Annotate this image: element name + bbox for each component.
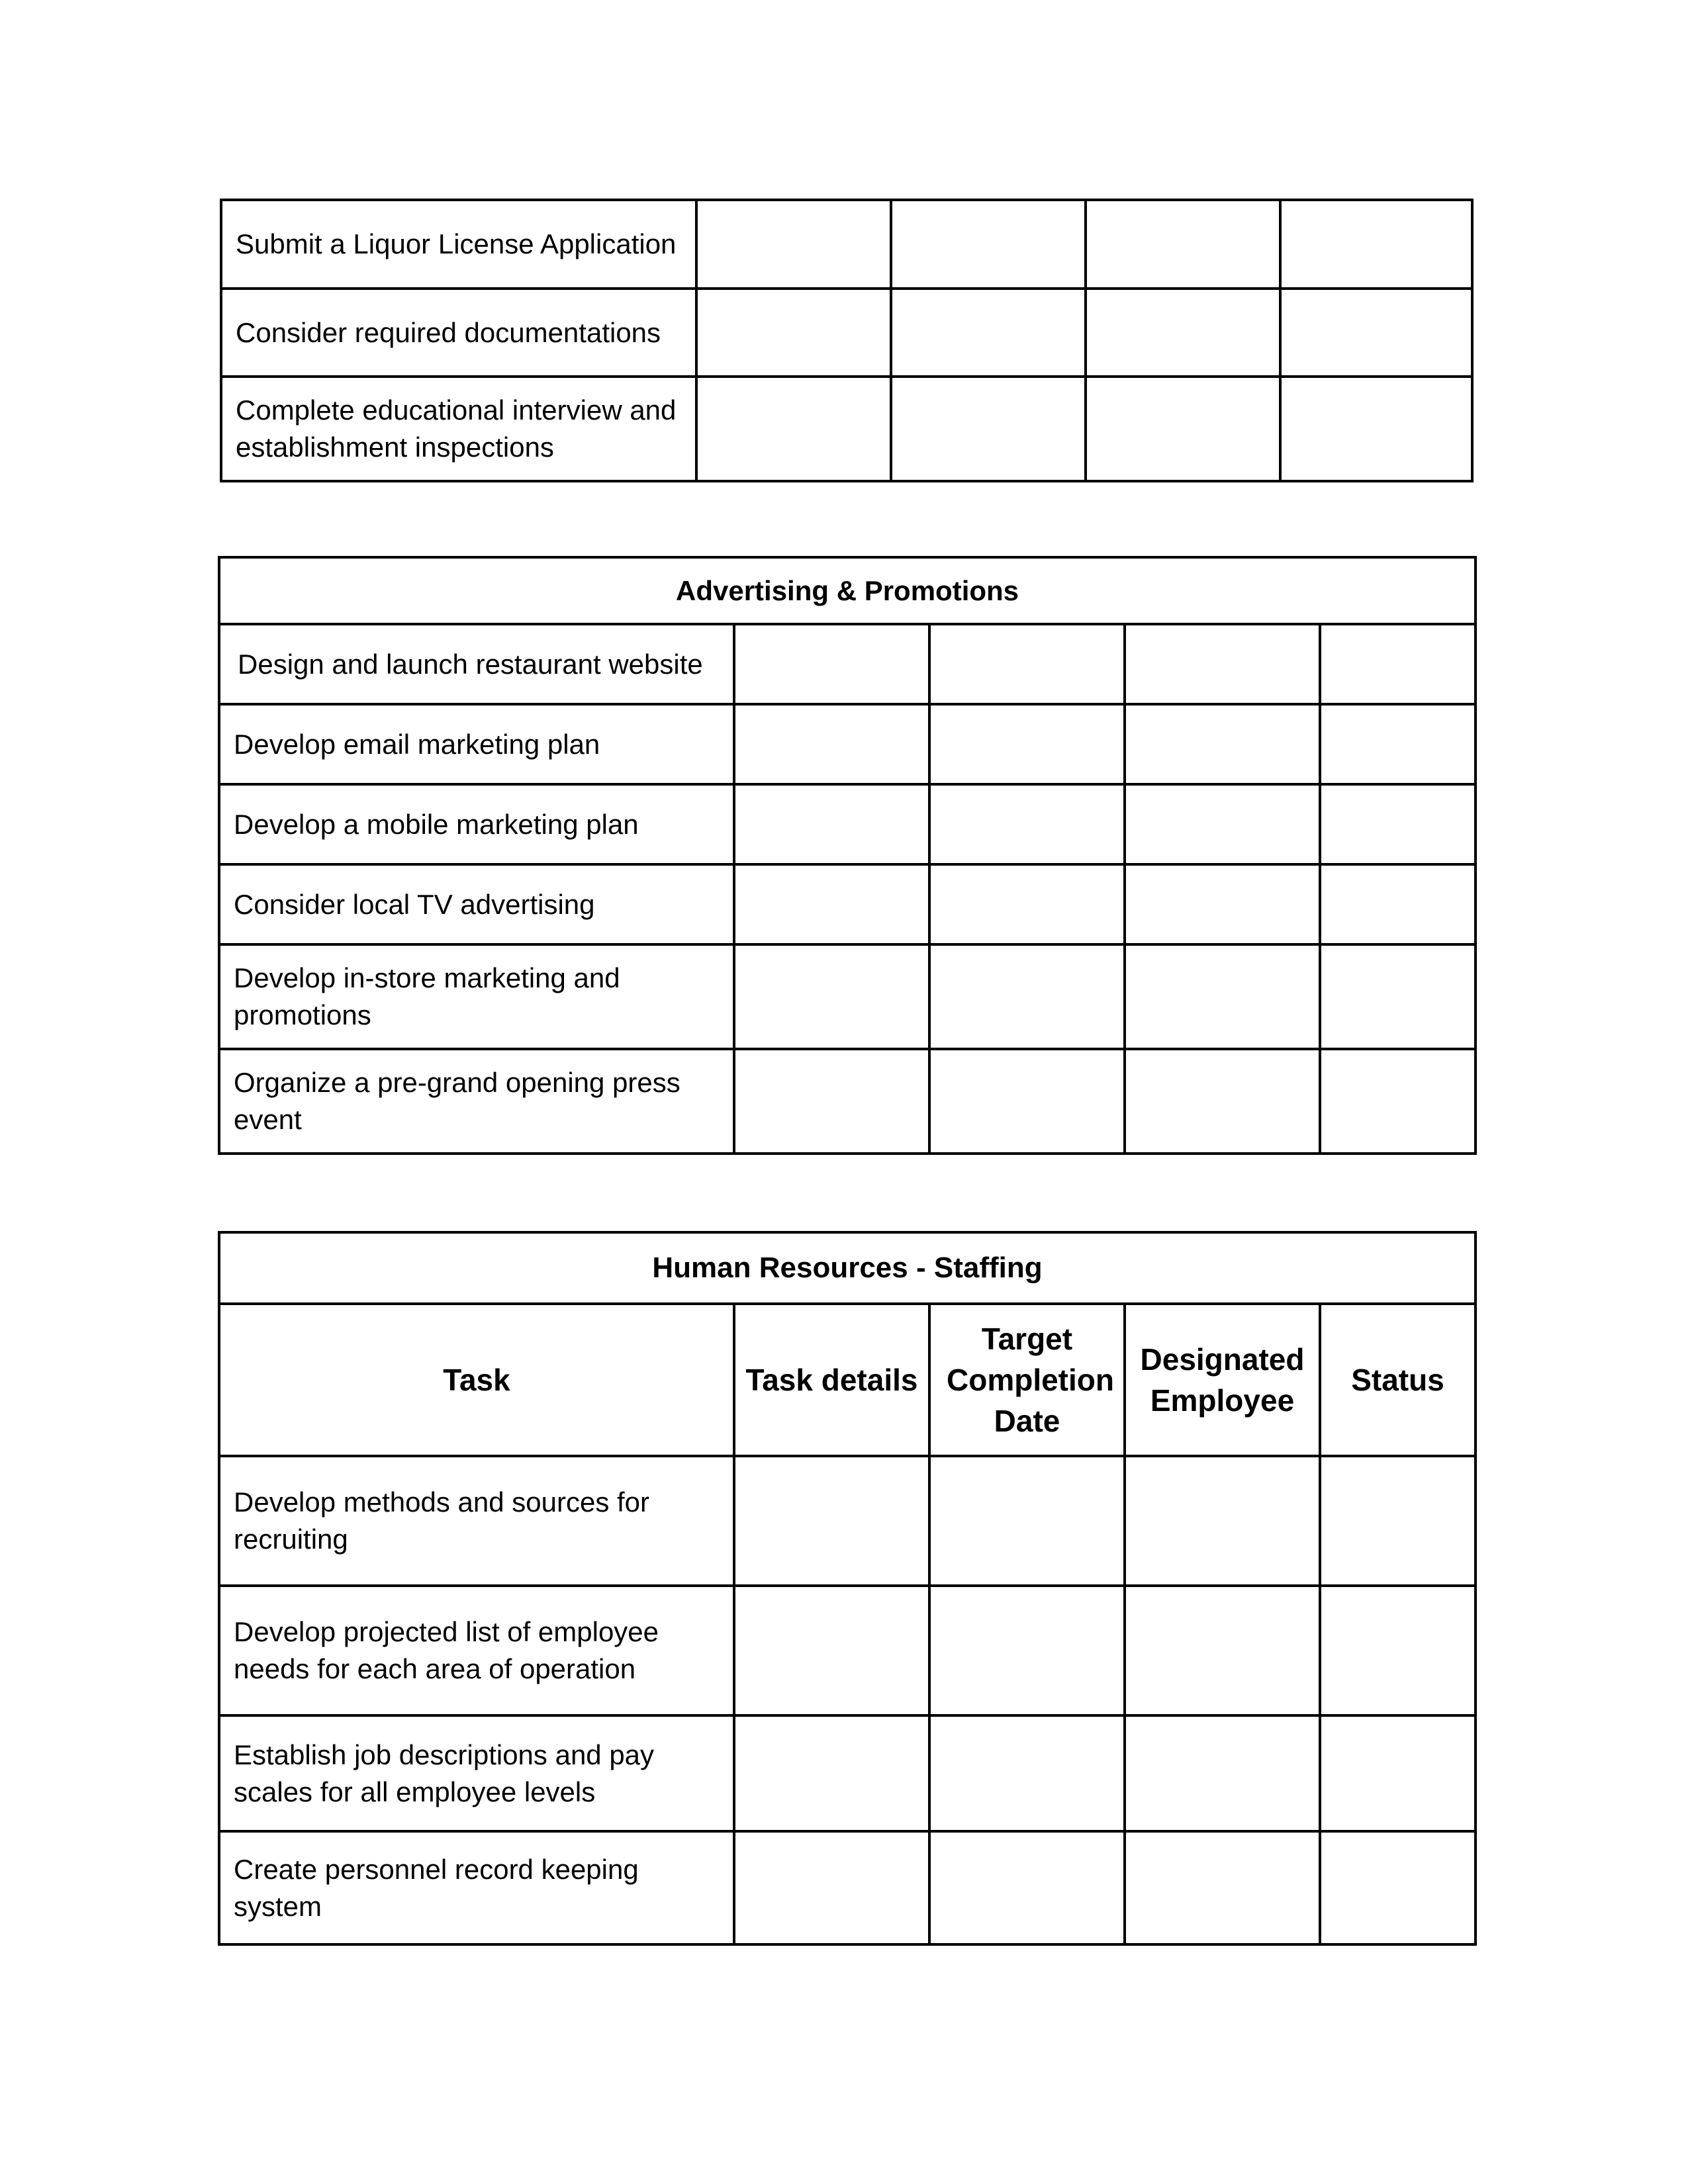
designated-employee-cell[interactable]: [1086, 200, 1280, 289]
target-date-cell[interactable]: [929, 624, 1125, 704]
column-header-task-details: Task details: [734, 1304, 929, 1456]
designated-employee-cell[interactable]: [1086, 377, 1280, 481]
designated-employee-cell[interactable]: [1125, 1049, 1320, 1154]
task-details-cell[interactable]: [696, 200, 891, 289]
table-row: [219, 1586, 1476, 1715]
column-header-target-completion-date: Target Completion Date: [929, 1304, 1125, 1456]
column-header-designated-employee: Designated Employee: [1125, 1304, 1320, 1456]
task-cell: Organize a pre-grand opening press event: [219, 1049, 734, 1154]
designated-employee-cell[interactable]: [1125, 1715, 1320, 1831]
task-cell: Consider required documentations: [221, 289, 696, 377]
task-details-cell[interactable]: [734, 1831, 929, 1944]
designated-employee-cell[interactable]: [1125, 624, 1320, 704]
section-header-row: [219, 557, 1476, 624]
target-date-cell[interactable]: [891, 200, 1086, 289]
status-cell[interactable]: [1320, 1049, 1476, 1154]
designated-employee-cell[interactable]: [1125, 784, 1320, 864]
table-row: [219, 1456, 1476, 1586]
task-details-cell[interactable]: [734, 1586, 929, 1715]
table-row: [219, 1831, 1476, 1944]
designated-employee-cell[interactable]: [1125, 944, 1320, 1049]
status-cell[interactable]: [1280, 200, 1472, 289]
designated-employee-cell[interactable]: [1086, 289, 1280, 377]
table-row: [221, 289, 1472, 377]
status-cell[interactable]: [1320, 1715, 1476, 1831]
target-date-cell[interactable]: [929, 1715, 1125, 1831]
table-row: [219, 784, 1476, 864]
target-date-cell[interactable]: [929, 944, 1125, 1049]
designated-employee-cell[interactable]: [1125, 1586, 1320, 1715]
advertising-table: [218, 556, 1477, 1155]
task-cell: Complete educational interview and establishment inspections: [221, 377, 696, 481]
status-cell[interactable]: [1320, 1831, 1476, 1944]
column-header-row: [219, 1304, 1476, 1456]
table-row: [219, 1049, 1476, 1154]
task-cell: Develop projected list of employee needs for each area of operation: [219, 1586, 734, 1715]
target-date-cell[interactable]: [929, 1456, 1125, 1586]
task-details-cell[interactable]: [734, 864, 929, 944]
table-row: [219, 704, 1476, 784]
target-date-cell[interactable]: [929, 1831, 1125, 1944]
table-row: [219, 864, 1476, 944]
section-title: Human Resources - Staffing: [219, 1232, 1476, 1304]
task-details-cell[interactable]: [696, 289, 891, 377]
table-row: [221, 200, 1472, 289]
task-cell: Develop methods and sources for recruiting: [219, 1456, 734, 1586]
status-cell[interactable]: [1280, 289, 1472, 377]
task-details-cell[interactable]: [734, 624, 929, 704]
target-date-cell[interactable]: [891, 377, 1086, 481]
status-cell[interactable]: [1320, 704, 1476, 784]
target-date-cell[interactable]: [929, 1586, 1125, 1715]
task-details-cell[interactable]: [734, 944, 929, 1049]
task-details-cell[interactable]: [734, 1049, 929, 1154]
section-header-row: [219, 1232, 1476, 1304]
target-date-cell[interactable]: [929, 704, 1125, 784]
task-cell: Design and launch restaurant website: [219, 624, 734, 704]
task-details-cell[interactable]: [734, 1715, 929, 1831]
status-cell[interactable]: [1280, 377, 1472, 481]
task-cell: Consider local TV advertising: [219, 864, 734, 944]
table-row: [221, 377, 1472, 481]
designated-employee-cell[interactable]: [1125, 1456, 1320, 1586]
task-details-cell[interactable]: [696, 377, 891, 481]
designated-employee-cell[interactable]: [1125, 704, 1320, 784]
status-cell[interactable]: [1320, 864, 1476, 944]
task-details-cell[interactable]: [734, 784, 929, 864]
status-cell[interactable]: [1320, 784, 1476, 864]
designated-employee-cell[interactable]: [1125, 864, 1320, 944]
task-cell: Develop email marketing plan: [219, 704, 734, 784]
hr-staffing-table: [218, 1231, 1477, 1946]
task-details-cell[interactable]: [734, 704, 929, 784]
column-header-status: Status: [1320, 1304, 1476, 1456]
target-date-cell[interactable]: [929, 864, 1125, 944]
target-date-cell[interactable]: [929, 784, 1125, 864]
task-cell: Develop in-store marketing and promotions: [219, 944, 734, 1049]
status-cell[interactable]: [1320, 624, 1476, 704]
status-cell[interactable]: [1320, 944, 1476, 1049]
licensing-table: [220, 199, 1474, 482]
table-row: [219, 944, 1476, 1049]
target-date-cell[interactable]: [891, 289, 1086, 377]
task-cell: Develop a mobile marketing plan: [219, 784, 734, 864]
task-cell: Establish job descriptions and pay scales for all employee levels: [219, 1715, 734, 1831]
status-cell[interactable]: [1320, 1586, 1476, 1715]
designated-employee-cell[interactable]: [1125, 1831, 1320, 1944]
table-row: [219, 624, 1476, 704]
target-date-cell[interactable]: [929, 1049, 1125, 1154]
column-header-task: Task: [219, 1304, 734, 1456]
status-cell[interactable]: [1320, 1456, 1476, 1586]
task-cell: Submit a Liquor License Application: [221, 200, 696, 289]
task-details-cell[interactable]: [734, 1456, 929, 1586]
table-row: [219, 1715, 1476, 1831]
task-cell: Create personnel record keeping system: [219, 1831, 734, 1944]
section-title: Advertising & Promotions: [219, 557, 1476, 624]
